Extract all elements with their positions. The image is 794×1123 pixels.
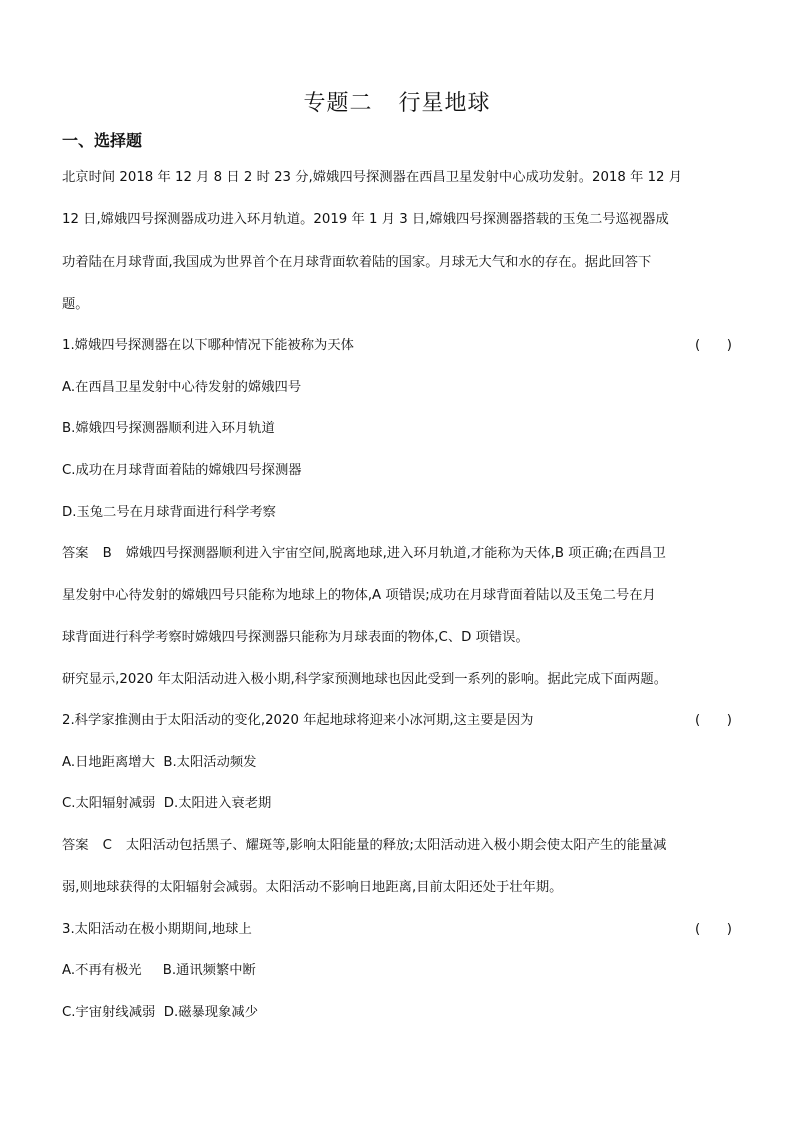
answer-parentheses: ( )	[695, 338, 732, 353]
question-3-options-cd: C.宇宙射线减弱 D.磁暴现象减少	[62, 1005, 258, 1020]
question-1-stem	[62, 336, 732, 356]
question-1-option-c: C.成功在月球背面着陆的嫦娥四号探测器	[62, 463, 302, 478]
answer-key: B	[102, 546, 112, 561]
answer-key: C	[102, 838, 112, 853]
answer-explanation-line: 球背面进行科学考察时嫦娥四号探测器只能称为月球表面的物体,C、D 项错误。	[62, 630, 529, 645]
question-text: 3.太阳活动在极小期期间,地球上	[62, 922, 252, 937]
intro-line: 功着陆在月球背面,我国成为世界首个在月球背面软着陆的国家。月球无大气和水的存在。据此回答下	[62, 255, 652, 270]
question-1-option-a: A.在西昌卫星发射中心待发射的嫦娥四号	[62, 380, 302, 395]
answer-explanation: 嫦娥四号探测器顺利进入宇宙空间,脱离地球,进入环月轨道,才能称为天体,B 项正确;在西昌卫	[125, 546, 666, 561]
answer-parentheses: ( )	[695, 922, 732, 937]
question-2-stem	[62, 711, 732, 731]
page-title	[0, 86, 794, 117]
answer-parentheses: ( )	[695, 713, 732, 728]
question-text: 2.科学家推测由于太阳活动的变化,2020 年起地球将迎来小冰河期,这主要是因为	[62, 713, 534, 728]
question-2-options-ab: A.日地距离增大 B.太阳活动频发	[62, 755, 257, 770]
title-subject: 行星地球	[398, 91, 491, 116]
question-1-answer	[62, 544, 732, 564]
answer-explanation-line: 星发射中心待发射的嫦娥四号只能称为地球上的物体,A 项错误;成功在月球背面着陆以及玉兔二号在月	[62, 588, 656, 603]
answer-label: 答案	[62, 838, 89, 853]
title-topic: 专题二	[303, 91, 373, 116]
question-3-stem	[62, 920, 732, 940]
answer-explanation: 太阳活动包括黑子、耀斑等,影响太阳能量的释放;太阳活动进入极小期会使太阳产生的能量减	[125, 838, 667, 853]
question-2-answer	[62, 836, 732, 856]
answer-explanation-line: 弱,则地球获得的太阳辐射会减弱。太阳活动不影响日地距离,目前太阳还处于壮年期。	[62, 880, 563, 895]
question-2-options-cd: C.太阳辐射减弱 D.太阳进入衰老期	[62, 796, 272, 811]
question-1-option-d: D.玉兔二号在月球背面进行科学考察	[62, 505, 276, 520]
answer-label: 答案	[62, 546, 89, 561]
question-3-options-ab: A.不再有极光 B.通讯频繁中断	[62, 963, 256, 978]
intro-line: 题。	[62, 297, 89, 312]
intro-2-line: 研究显示,2020 年太阳活动进入极小期,科学家预测地球也因此受到一系列的影响。据此完成下面两题。	[62, 672, 667, 687]
intro-line: 12 日,嫦娥四号探测器成功进入环月轨道。2019 年 1 月 3 日,嫦娥四号探测器搭载的玉兔二号巡视器成	[62, 212, 669, 227]
section-heading: 一、选择题	[62, 131, 143, 150]
question-text: 1.嫦娥四号探测器在以下哪种情况下能被称为天体	[62, 338, 354, 353]
intro-line: 北京时间 2018 年 12 月 8 日 2 时 23 分,嫦娥四号探测器在西昌卫星发射中心成功发射。2018 年 12 月	[62, 170, 683, 185]
question-1-option-b: B.嫦娥四号探测器顺利进入环月轨道	[62, 421, 275, 436]
